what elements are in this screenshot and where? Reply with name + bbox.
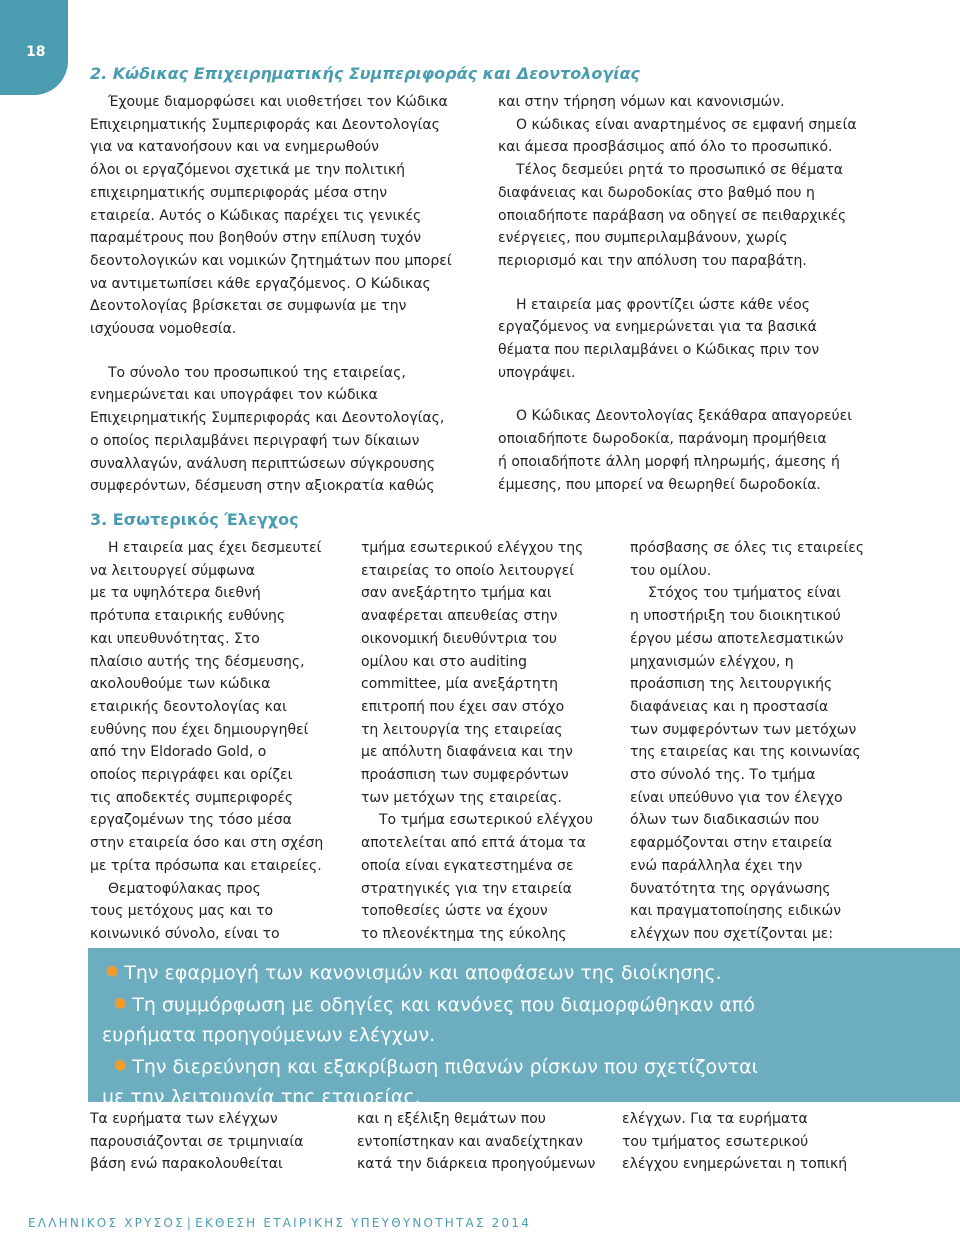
section-3-column-1-paragraph-2: Θεματοφύλακας προς τους μετόχους μας και το κοινωνικό σύνολο, είναι το <box>90 880 280 942</box>
after-paragraph-3: ελέγχων. Για τα ευρήματα του τμήματος εσωτερικού ελέγχου ενημερώνεται η τοπική <box>622 1111 848 1173</box>
bullet-dot-icon: ● <box>106 963 119 979</box>
page-footer <box>28 1216 531 1230</box>
list-item: ● Τη συμμόρφωση με οδηγίες και κανόνες που διαμορφώθηκαν από ευρήματα προηγούμενων ελέγχων. <box>102 994 755 1046</box>
section-3-column-1 <box>90 537 352 946</box>
section-2-heading: 2. Κώδικας Επιχειρηματικής Συμπεριφοράς και Δεοντολογίας <box>90 64 640 83</box>
audit-scope-list <box>102 956 942 1112</box>
page-number: 18 <box>26 44 46 60</box>
section-3-after-column-1 <box>90 1108 352 1176</box>
bullet-dot-icon: ● <box>114 1057 127 1073</box>
footer-company: ΕΛΛΗΝΙΚΟΣ ΧΡΥΣΟΣ <box>28 1216 185 1230</box>
section-3-column-2-paragraph-1: τμήμα εσωτερικού ελέγχου της εταιρείας το οποίο λειτουργεί σαν ανεξάρτητο τμήμα και αναφέρεται απευθείας στην οικονομική διευθύντρια του ομίλου και στο auditing committee, μία ανεξάρτητη επιτροπή που έχει σαν στόχο τη λειτουργία της εταιρείας με απόλυτη διαφάνεια και την προάσπιση των συμφερόντων των μετόχων της εταιρείας. <box>361 540 584 806</box>
section-2-left-column <box>90 91 480 498</box>
section-3-column-3-paragraph-2: Στόχος του τμήματος είναι η υποστήριξη του διοικητικού έργου μέσω αποτελεσματικών μηχανισμών ελέγχου, η προάσπιση της λειτουργικής διαφάνειας και η προστασία των συμφερόντων των μετόχων της εταιρείας και της κοινωνίας στο σύνολό της. Το τμήμα είναι υπεύθυνο για τον έλεγχο όλων των διαδικασιών που εφαρμόζονται στην εταιρεία ενώ παράλληλα έχει την δυνατότητα της οργάνωσης και πραγματοποίησης ειδικών ελέγχων που σχετίζονται με: <box>630 585 861 942</box>
section-3-column-3 <box>630 537 930 946</box>
list-item: ● Την εφαρμογή των κανονισμών και αποφάσεων της διοίκησης. <box>106 962 722 984</box>
section-3-column-3-paragraph-1: πρόσβασης σε όλες τις εταιρείες του ομίλου. <box>630 540 865 579</box>
section-2-right-paragraph-1: και στην τήρηση νόμων και κανονισμών. Ο κώδικας είναι αναρτημένος σε εμφανή σημεία και άμεσα προσβάσιμος από όλο το προσωπικό. Τέλος δεσμεύει ρητά το προσωπικό σε θέματα διαφάνειας και δωροδοκίας στο βαθμό που η οποιαδήποτε παράβαση να οδηγεί σε πειθαρχικές ενέργειες, που συμπεριλαμβάνουν, χωρίς περιορισμό και την απόλυση του παραβάτη. <box>498 94 857 269</box>
list-item: ● Την διερεύνηση και εξακρίβωση πιθανών ρίσκων που σχετίζονται με την λειτουργία της εταιρείας. <box>102 1056 759 1108</box>
section-3-after-column-3 <box>622 1108 922 1176</box>
after-paragraph-2: και η εξέλιξη θεμάτων που εντοπίστηκαν και αναδείχτηκαν κατά την διάρκεια προηγούμενων <box>357 1111 596 1173</box>
section-3-column-2 <box>361 537 623 946</box>
footer-report-title: ΕΚΘΕΣΗ ΕΤΑΙΡΙΚΗΣ ΥΠΕΥΘΥΝΟΤΗΤΑΣ 2014 <box>195 1216 532 1230</box>
section-2-left-paragraph-1: Έχουμε διαμορφώσει και υιοθετήσει τον Κώδικα Επιχειρηματικής Συμπεριφοράς και Δεοντολογίας για να κατανοήσουν και να ενημερωθούν όλοι οι εργαζόμενοι σχετικά με την πολιτική επιχειρηματικής συμπεριφοράς μέσα στην εταιρεία. Αυτός ο Κώδικας παρέχει τις γενικές παραμέτρους που βοηθούν στην επίλυση τυχόν δεοντολογικών και νομικών ζητημάτων που μπορεί να αντιμετωπίσει κάθε εργαζόμενος. Ο Κώδικας Δεοντολογίας βρίσκεται σε συμφωνία με την ισχύουσα νομοθεσία. <box>90 94 452 338</box>
section-3-column-2-paragraph-2: Το τμήμα εσωτερικού ελέγχου αποτελείται από επτά άτομα τα οποία είναι εγκατεστημένα σε στρατηγικές για την εταιρεία τοποθεσίες ώστε να έχουν το πλεονέκτημα της εύκολης <box>361 812 593 942</box>
footer-separator: | <box>186 1216 194 1230</box>
section-2-right-paragraph-3: Ο Κώδικας Δεοντολογίας ξεκάθαρα απαγορεύει οποιαδήποτε δωροδοκία, παράνομη προμήθεια ή οποιαδήποτε άλλη μορφή πληρωμής, άμεσης ή έμμεσης, που μπορεί να θεωρηθεί δωροδοκία. <box>498 408 852 493</box>
bullet-dot-icon: ● <box>114 995 127 1011</box>
section-3-column-1-paragraph-1: Η εταιρεία μας έχει δεσμευτεί να λειτουργεί σύμφωνα με τα υψηλότερα διεθνή πρότυπα εταιρικής ευθύνης και υπευθυνότητας. Στο πλαίσιο αυτής της δέσμευσης, ακολουθούμε των κώδικα εταιρικής δεοντολογίας και ευθύνης που έχει δημιουργηθεί από την Eldorado Gold, ο οποίος περιγράφει και ορίζει τις αποδεκτές συμπεριφορές εργαζομένων της τόσο μέσα στην εταιρεία όσο και στη σχέση με τρίτα πρόσωπα και εταιρείες. <box>90 540 324 874</box>
section-2-right-paragraph-2: Η εταιρεία μας φροντίζει ώστε κάθε νέος εργαζόμενος να ενημερώνεται για τα βασικά θέματα που περιλαμβάνει ο Κώδικας πριν τον υπογράψει. <box>498 296 820 381</box>
section-3-after-column-2 <box>357 1108 619 1176</box>
section-2-right-column <box>498 91 898 496</box>
section-2-left-paragraph-2: Το σύνολο του προσωπικού της εταιρείας, ενημερώνεται και υπογράφει τον κώδικα Επιχειρηματικής Συμπεριφοράς και Δεοντολογίας, ο οποίος περιλαμβάνει περιγραφή των δίκαιων συναλλαγών, ανάλυση περιπτώσεων σύγκρουσης συμφερόντων, δέσμευση στην αξιοκρατία καθώς <box>90 364 445 495</box>
section-3-heading: 3. Εσωτερικός Έλεγχος <box>90 510 299 529</box>
after-paragraph-1: Τα ευρήματα των ελέγχων παρουσιάζονται σε τριμηνιαία βάση ενώ παρακολουθείται <box>90 1111 304 1173</box>
